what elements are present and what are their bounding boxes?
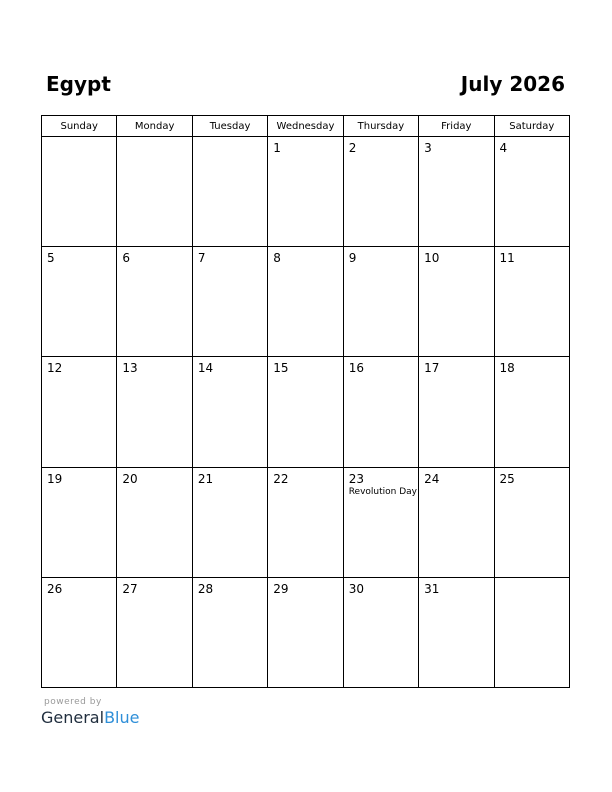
day-cell <box>117 467 192 577</box>
day-number: 21 <box>197 471 214 486</box>
week-row <box>42 577 570 687</box>
day-number: 20 <box>122 471 138 486</box>
day-cell <box>192 467 267 577</box>
day-number: 15 <box>273 361 289 376</box>
day-cell <box>419 137 494 247</box>
day-number <box>193 137 267 141</box>
day-number: 31 <box>424 581 440 596</box>
day-number: 13 <box>122 361 138 376</box>
day-cell <box>494 467 569 577</box>
day-cell <box>494 247 569 357</box>
day-cell <box>268 137 343 247</box>
day-number: 28 <box>197 581 214 596</box>
day-cell <box>42 467 117 577</box>
day-number: 5 <box>47 251 55 266</box>
day-number: 3 <box>424 141 432 155</box>
day-cell <box>419 577 494 687</box>
day-number: 30 <box>348 581 364 596</box>
day-number: 19 <box>47 471 63 486</box>
day-number: 27 <box>122 581 138 596</box>
day-cell <box>192 357 267 467</box>
day-number: 7 <box>197 251 206 266</box>
day-number: 4 <box>499 141 508 155</box>
day-cell <box>117 577 192 687</box>
calendar-grid <box>41 115 570 688</box>
logo-general-text: General <box>41 708 105 727</box>
day-number: 24 <box>424 471 440 486</box>
logo-blue-text: Blue <box>104 708 140 727</box>
day-cell <box>494 577 569 687</box>
day-cell <box>419 247 494 357</box>
day-number <box>495 578 569 582</box>
calendar-body <box>42 137 570 688</box>
day-number: 6 <box>122 251 131 266</box>
day-cell <box>419 357 494 467</box>
day-cell <box>343 137 418 247</box>
day-number: 12 <box>47 361 63 376</box>
day-number: 26 <box>47 581 63 596</box>
day-cell <box>268 357 343 467</box>
day-cell-holiday <box>343 467 418 577</box>
weekday-saturday: Saturday <box>494 116 569 137</box>
holiday-label: Revolution Day <box>348 486 417 497</box>
day-cell <box>117 247 192 357</box>
weekday-friday: Friday <box>419 116 494 137</box>
day-number <box>42 137 116 141</box>
day-cell <box>192 247 267 357</box>
weekday-tuesday: Tuesday <box>192 116 267 137</box>
day-cell <box>42 137 117 247</box>
day-cell <box>42 577 117 687</box>
day-cell <box>42 357 117 467</box>
day-cell <box>192 137 267 247</box>
day-number: 8 <box>273 251 281 266</box>
day-number: 22 <box>273 471 289 486</box>
day-number: 16 <box>348 361 364 376</box>
day-cell <box>117 357 192 467</box>
day-cell <box>117 137 192 247</box>
day-number: 17 <box>424 361 440 376</box>
day-cell <box>268 467 343 577</box>
day-number: 9 <box>348 251 357 266</box>
day-number: 18 <box>499 361 515 376</box>
country-title: Egypt <box>46 72 111 96</box>
day-number: 14 <box>197 361 214 376</box>
week-row <box>42 467 570 577</box>
week-row <box>42 137 570 247</box>
day-number: 1 <box>273 141 281 155</box>
weekday-sunday: Sunday <box>42 116 117 137</box>
weekday-header <box>42 116 570 137</box>
month-title: July 2026 <box>460 72 565 96</box>
day-cell <box>343 247 418 357</box>
weekday-wednesday: Wednesday <box>268 116 343 137</box>
day-cell <box>268 247 343 357</box>
powered-by-text: powered by <box>44 697 102 707</box>
day-number: 10 <box>424 251 440 266</box>
day-cell <box>494 137 569 247</box>
day-number: 25 <box>499 471 515 486</box>
day-cell <box>268 577 343 687</box>
weekday-monday: Monday <box>117 116 192 137</box>
day-cell <box>419 467 494 577</box>
day-number: 11 <box>499 251 515 266</box>
generalblue-logo[interactable] <box>41 708 139 728</box>
day-cell <box>343 577 418 687</box>
week-row <box>42 247 570 357</box>
day-cell <box>192 577 267 687</box>
day-number: 23 <box>348 471 364 486</box>
week-row <box>42 357 570 467</box>
weekday-thursday: Thursday <box>343 116 418 137</box>
day-cell <box>494 357 569 467</box>
weekday-row <box>42 116 570 137</box>
day-number <box>117 137 191 141</box>
day-number: 29 <box>273 581 289 596</box>
day-cell <box>343 357 418 467</box>
day-number: 2 <box>348 141 357 155</box>
day-cell <box>42 247 117 357</box>
